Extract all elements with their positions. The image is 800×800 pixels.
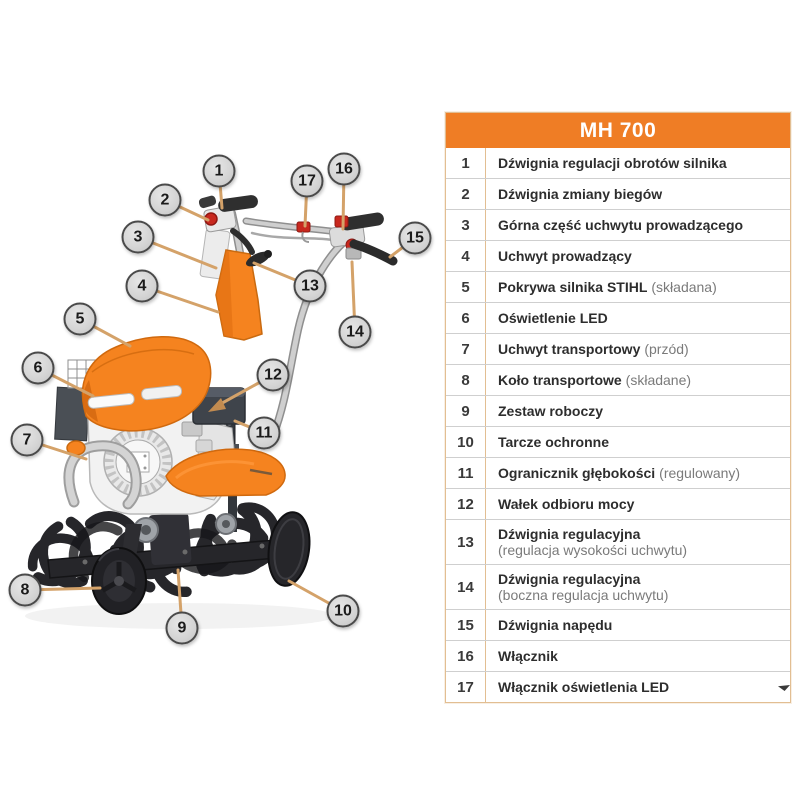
part-number: 16 xyxy=(446,641,486,671)
part-number: 13 xyxy=(446,520,486,564)
led-switch xyxy=(297,222,310,232)
table-row xyxy=(446,364,790,395)
callout-11: 11 xyxy=(248,417,281,450)
part-name: Dźwignia regulacji obrotów silnika xyxy=(498,155,727,171)
table-row xyxy=(446,564,790,609)
part-number: 6 xyxy=(446,303,486,333)
callout-5: 5 xyxy=(64,303,97,336)
table-row xyxy=(446,271,790,302)
model-title: MH 700 xyxy=(579,118,657,142)
part-number: 4 xyxy=(446,241,486,271)
table-row xyxy=(446,302,790,333)
table-row xyxy=(446,640,790,671)
callout-3: 3 xyxy=(122,221,155,254)
table-row xyxy=(446,671,790,702)
part-name: Uchwyt transportowy (przód) xyxy=(498,341,689,357)
part-name: Włącznik xyxy=(498,648,558,664)
callout-15: 15 xyxy=(399,222,432,255)
table-row xyxy=(446,457,790,488)
part-name: Tarcze ochronne xyxy=(498,434,609,450)
part-name: Zestaw roboczy xyxy=(498,403,604,419)
callout-7: 7 xyxy=(11,424,44,457)
callout-17: 17 xyxy=(291,165,324,198)
part-name: Górna część uchwytu prowadzącego xyxy=(498,217,744,233)
power-switch xyxy=(335,216,348,227)
table-row xyxy=(446,209,790,240)
part-number: 11 xyxy=(446,458,486,488)
callout-1: 1 xyxy=(203,155,236,188)
part-name: Oświetlenie LED xyxy=(498,310,608,326)
part-number: 7 xyxy=(446,334,486,364)
table-row xyxy=(446,609,790,640)
callout-8: 8 xyxy=(9,574,42,607)
part-number: 15 xyxy=(446,610,486,640)
part-name: Uchwyt prowadzący xyxy=(498,248,632,264)
callout-4: 4 xyxy=(126,270,159,303)
table-row xyxy=(446,240,790,271)
part-name: Dźwignia regulacyjna (boczna regulacja uchwytu) xyxy=(498,571,669,603)
part-number: 5 xyxy=(446,272,486,302)
part-name: Dźwignia zmiany biegów xyxy=(498,186,663,202)
callout-6: 6 xyxy=(22,352,55,385)
table-row xyxy=(446,178,790,209)
part-name: Wałek odbioru mocy xyxy=(498,496,635,512)
part-number: 12 xyxy=(446,489,486,519)
parts-table xyxy=(445,112,791,703)
table-row xyxy=(446,426,790,457)
part-name: Dźwignia napędu xyxy=(498,617,613,633)
callout-12: 12 xyxy=(257,359,290,392)
part-number: 3 xyxy=(446,210,486,240)
table-row xyxy=(446,519,790,564)
part-number: 17 xyxy=(446,672,486,702)
callout-10: 10 xyxy=(327,595,360,628)
parts-table-header xyxy=(446,113,790,148)
callout-2: 2 xyxy=(149,184,182,217)
part-name: Pokrywa silnika STIHL (składana) xyxy=(498,279,717,295)
part-name: Dźwignia regulacyjna (regulacja wysokości uchwytu) xyxy=(498,526,688,558)
part-name: Koło transportowe (składane) xyxy=(498,372,692,388)
callout-16: 16 xyxy=(328,153,361,186)
part-name: Ogranicznik głębokości (regulowany) xyxy=(498,465,741,481)
table-row xyxy=(446,395,790,426)
part-number: 10 xyxy=(446,427,486,457)
table-row xyxy=(446,488,790,519)
callout-14: 14 xyxy=(339,316,372,349)
callout-9: 9 xyxy=(166,612,199,645)
part-name: Włącznik oświetlenia LED xyxy=(498,679,670,695)
table-row xyxy=(446,148,790,178)
right-grip-cluster xyxy=(297,212,393,261)
part-number: 8 xyxy=(446,365,486,395)
callout-13: 13 xyxy=(294,270,327,303)
part-number: 9 xyxy=(446,396,486,426)
table-row xyxy=(446,333,790,364)
part-number: 2 xyxy=(446,179,486,209)
part-number: 1 xyxy=(446,148,486,178)
part-number: 14 xyxy=(446,565,486,609)
